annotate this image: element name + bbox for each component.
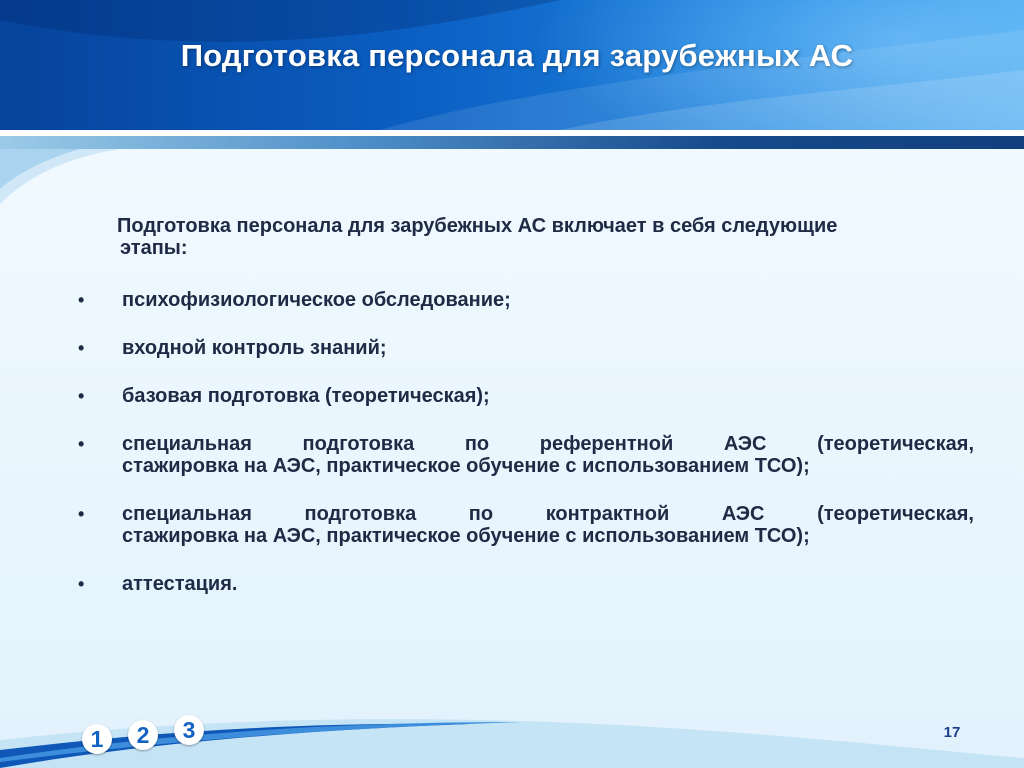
nav-button-3[interactable]: 3 <box>174 715 204 745</box>
list-item-text-line1: специальная подготовка по референтной АЭС (теоретическая, <box>122 433 974 455</box>
list-item <box>78 573 974 595</box>
bullet-icon: • <box>78 290 85 310</box>
list-item <box>78 337 974 359</box>
list-item-text: аттестация. <box>122 573 238 595</box>
list-item-text-line2: стажировка на АЭС, практическое обучение с использованием ТСО); <box>122 455 810 477</box>
bullet-icon: • <box>78 504 85 524</box>
list-item-text-line1: специальная подготовка по контрактной АЭС (теоретическая, <box>122 503 974 525</box>
list-item <box>78 289 974 311</box>
bullet-icon: • <box>78 574 85 594</box>
intro-paragraph <box>78 215 974 259</box>
slide-title: Подготовка персонала для зарубежных АС <box>180 38 854 73</box>
list-item-text: базовая подготовка (теоретическая); <box>122 385 490 407</box>
list-item-text-line2: стажировка на АЭС, практическое обучение с использованием ТСО); <box>122 525 810 547</box>
list-item-text: психофизиологическое обследование; <box>122 289 511 311</box>
page-number: 17 <box>943 724 961 741</box>
intro-text-line2: этапы: <box>120 237 188 259</box>
corner-swoosh-decoration <box>0 149 120 209</box>
nav-button-1[interactable]: 1 <box>82 724 112 754</box>
list-item <box>78 385 974 407</box>
slide-header <box>0 0 1024 130</box>
slide-body <box>78 215 974 621</box>
list-item <box>78 433 974 477</box>
list-item <box>78 503 974 547</box>
list-item-text: входной контроль знаний; <box>122 337 387 359</box>
stages-list <box>78 289 974 595</box>
header-separator-blue <box>0 136 1024 149</box>
bullet-icon: • <box>78 386 85 406</box>
bullet-icon: • <box>78 338 85 358</box>
nav-button-2[interactable]: 2 <box>128 720 158 750</box>
intro-text-line1: Подготовка персонала для зарубежных АС включает в себя следующие <box>117 215 838 237</box>
bullet-icon: • <box>78 434 85 454</box>
